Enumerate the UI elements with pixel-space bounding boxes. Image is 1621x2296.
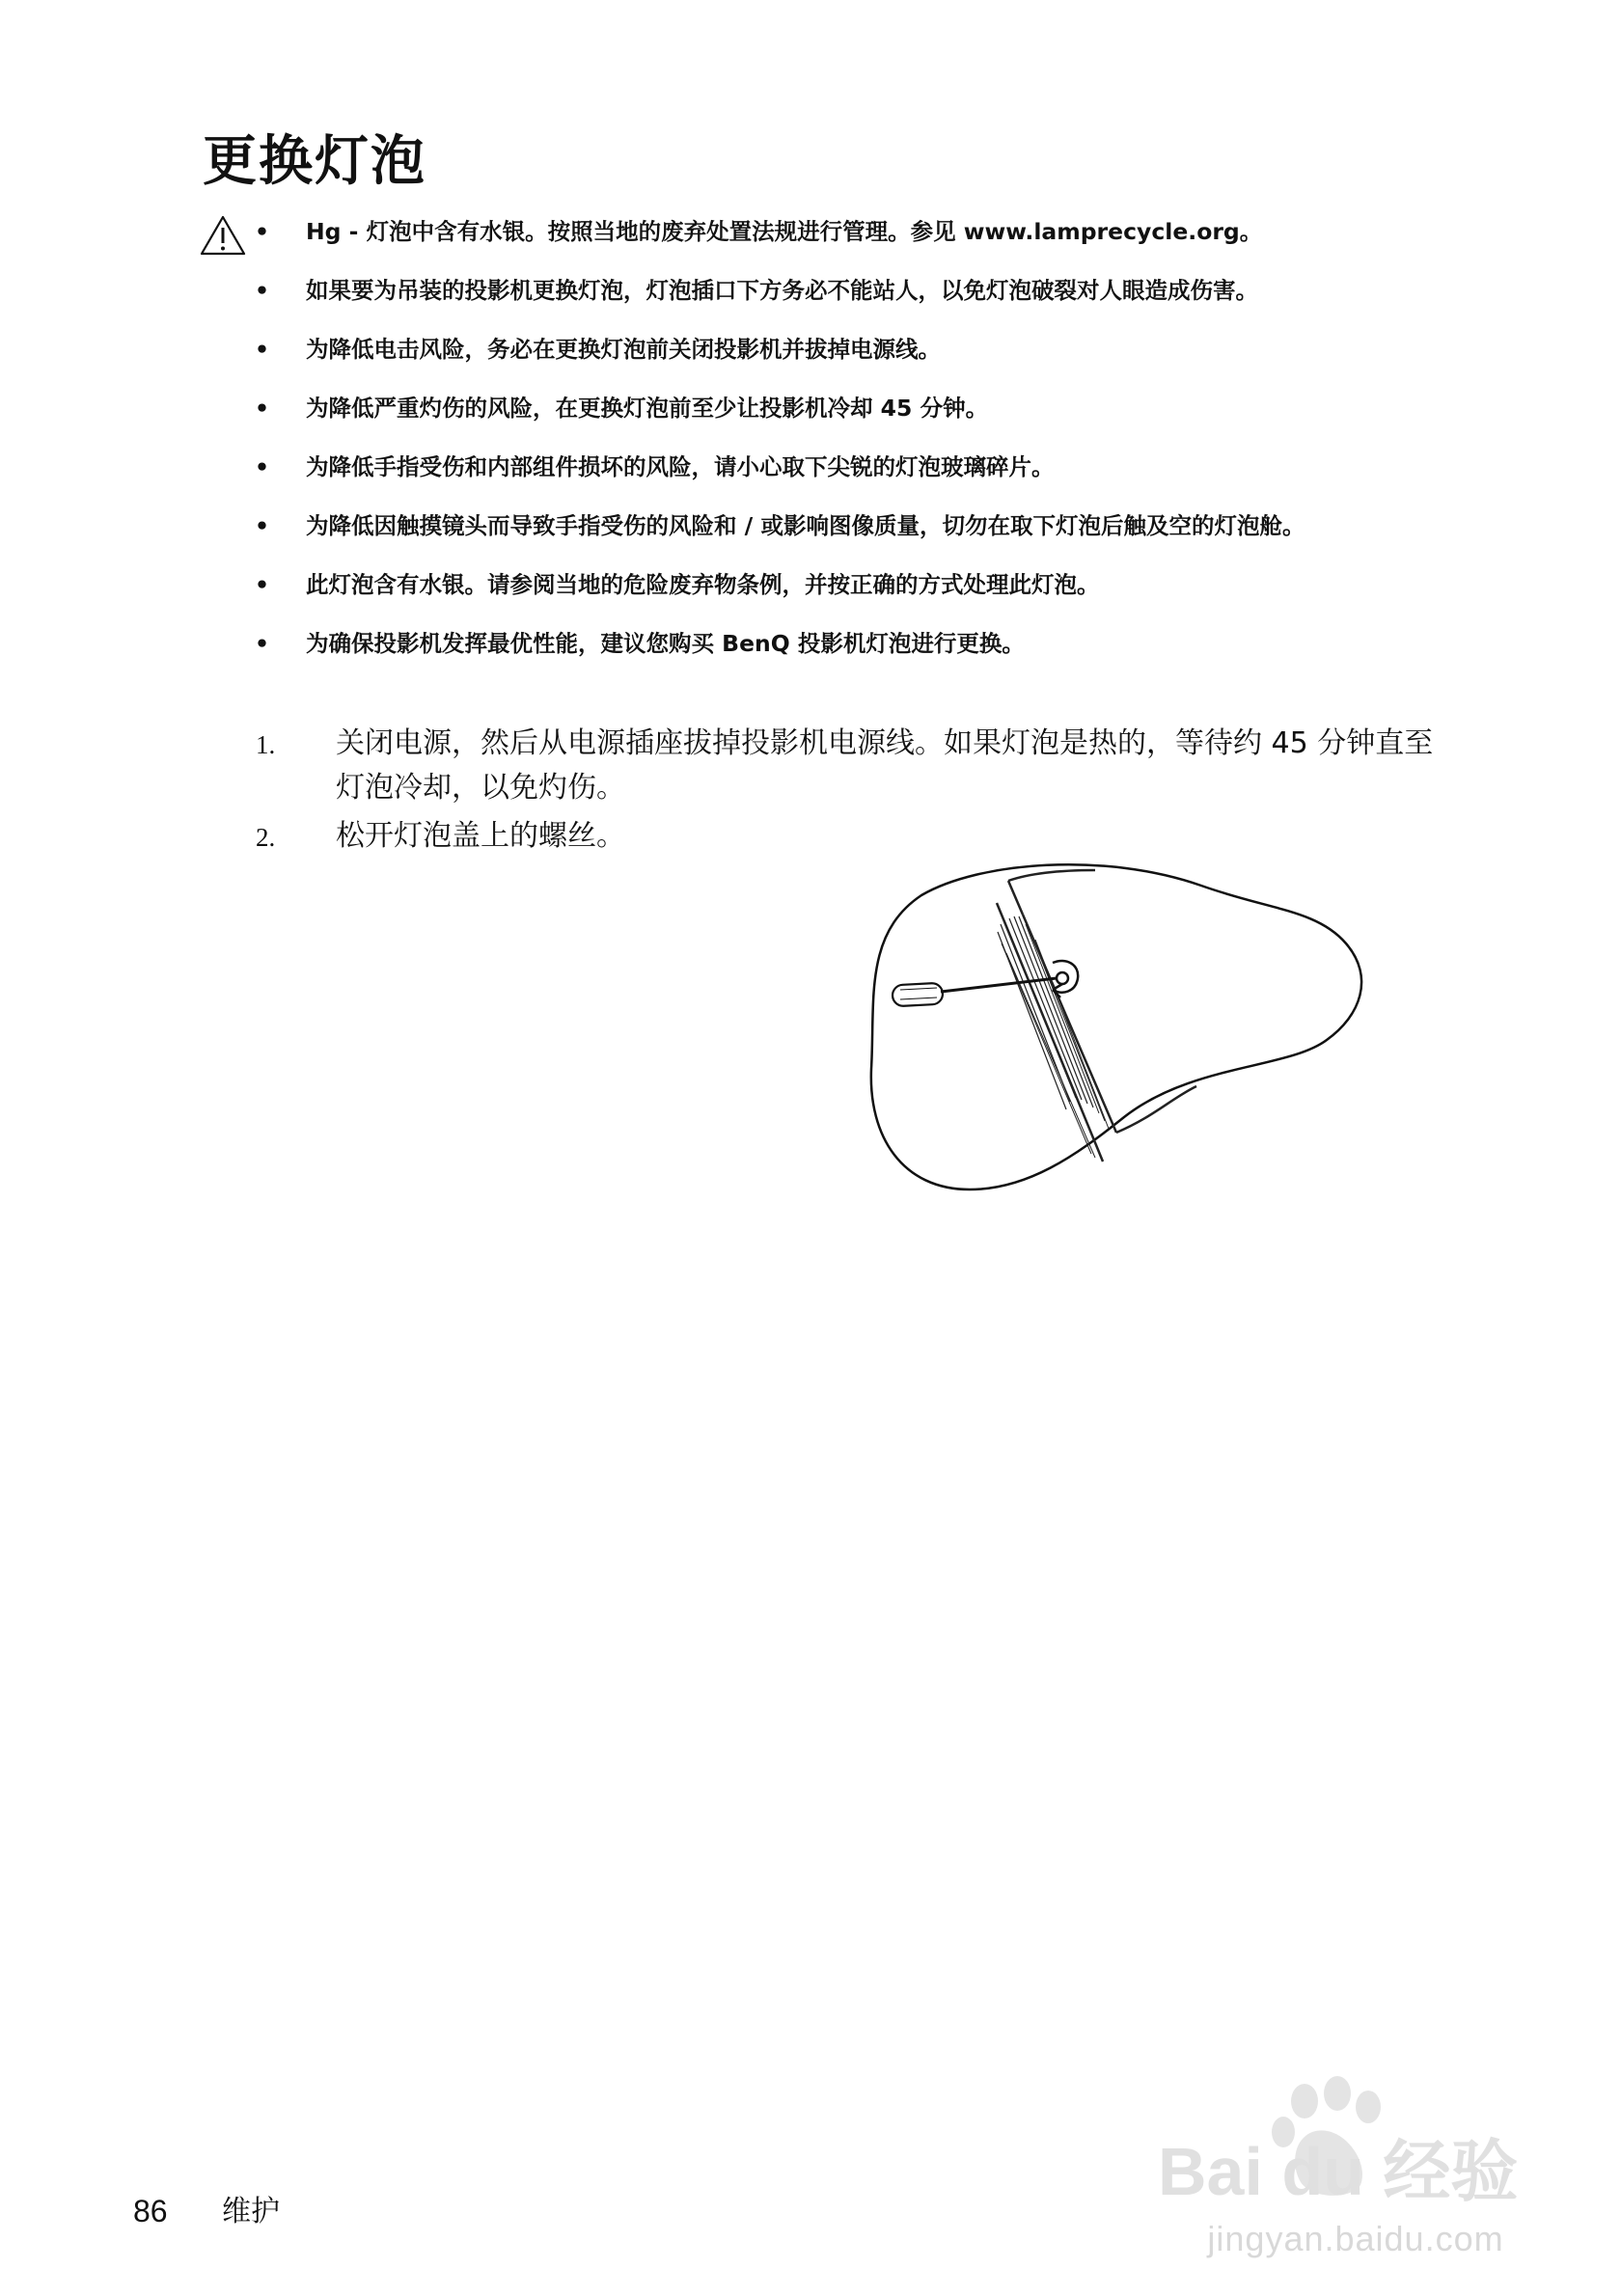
step-text: 关闭电源，然后从电源插座拔掉投影机电源线。如果灯泡是热的，等待约 45 分钟直至灯泡冷却，以免灼伤。 [336, 726, 1434, 805]
page-title: 更换灯泡 [203, 130, 426, 193]
warning-item [253, 626, 1469, 661]
bullet: • [255, 571, 270, 598]
step-item [253, 814, 1449, 859]
warning-item [253, 450, 1469, 484]
warning-text: Hg - 灯泡中含有水银。按照当地的废弃处置法规进行管理。参见 www.lamprecycle.org。 [306, 218, 1263, 245]
warning-text: 为降低手指受伤和内部组件损坏的风险，请小心取下尖锐的灯泡玻璃碎片。 [306, 453, 1055, 480]
warning-item [253, 391, 1469, 425]
warning-text: 为降低严重灼伤的风险，在更换灯泡前至少让投影机冷却 45 分钟。 [306, 395, 989, 422]
watermark-text: Bai du 经验 [1158, 2134, 1519, 2209]
bullet: • [255, 512, 270, 539]
bullet: • [255, 453, 270, 480]
warning-text: 为降低因触摸镜头而导致手指受伤的风险和 / 或影响图像质量，切勿在取下灯泡后触及空的灯泡舱。 [306, 512, 1305, 539]
page-number: 86 [133, 2194, 168, 2228]
warning-list [253, 214, 1469, 685]
illustration-outline [871, 864, 1361, 1189]
warning-item [253, 273, 1469, 308]
step-text: 松开灯泡盖上的螺丝。 [336, 819, 625, 853]
warning-text: 为降低电击风险，务必在更换灯泡前关闭投影机并拔掉电源线。 [306, 336, 941, 363]
section-name: 维护 [222, 2195, 280, 2228]
warning-text: 如果要为吊装的投影机更换灯泡，灯泡插口下方务必不能站人，以免灯泡破裂对人眼造成伤害。 [306, 277, 1258, 304]
warning-triangle-icon [199, 214, 247, 257]
warning-item [253, 567, 1469, 602]
warning-item [253, 508, 1469, 543]
step-number: 2. [256, 823, 276, 852]
warning-item [253, 214, 1469, 249]
bullet: • [255, 630, 270, 657]
step-number: 1. [256, 730, 276, 759]
step-list [253, 722, 1449, 862]
warning-item [253, 332, 1469, 367]
warning-text: 此灯泡含有水银。请参阅当地的危险废弃物条例，并按正确的方式处理此灯泡。 [306, 571, 1100, 598]
watermark-url: jingyan.baidu.com [1207, 2219, 1504, 2258]
bullet: • [255, 395, 270, 422]
bullet: • [255, 336, 270, 363]
screwdriver-illustration [864, 857, 1367, 1196]
bullet: • [255, 277, 270, 304]
step-item [253, 722, 1449, 810]
bullet: • [255, 218, 270, 245]
warning-text: 为确保投影机发挥最优性能，建议您购买 BenQ 投影机灯泡进行更换。 [306, 630, 1025, 657]
